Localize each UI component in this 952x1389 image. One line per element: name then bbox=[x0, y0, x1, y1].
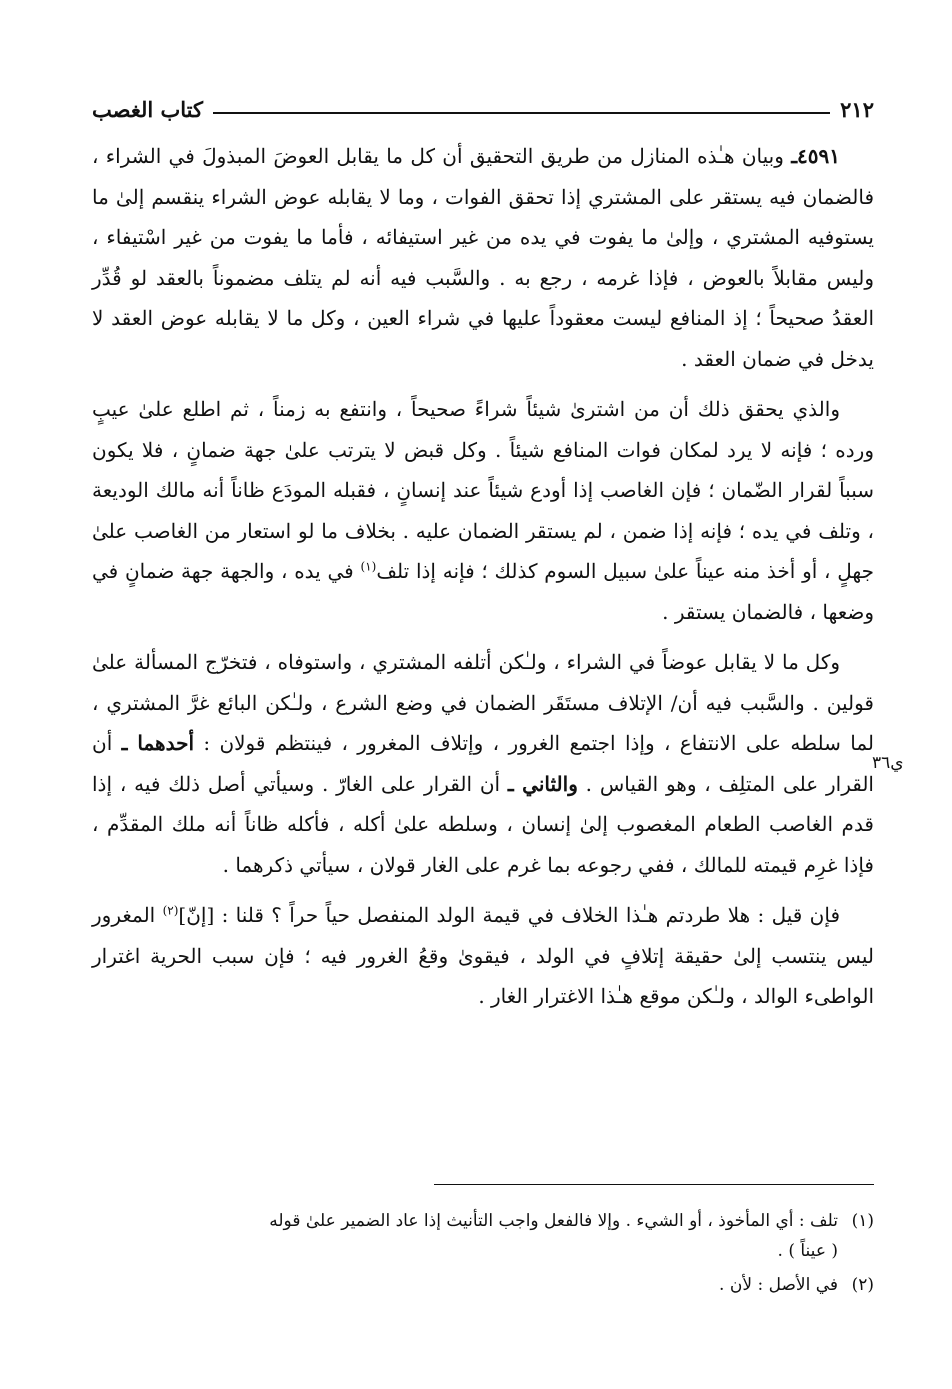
book-title: كتاب الغصب bbox=[92, 97, 204, 122]
paragraph-text: المغرور ليس ينتسب إلىٰ حقيقة إتلافٍ في الولد ، فيقوىٰ وقعُ الغرور فيه ؛ فإن سبب الحرية اغترار الواطىء الوالد ، ولـٰكن موقع هـٰذا الاغترار الغار . bbox=[92, 903, 874, 1008]
paragraph-text: أن القرار على الغارّ . وسيأتي أصل ذلك فيه ، إذا قدم الغاصب الطعام المغصوب إلىٰ إنسان ، وسلطه علىٰ أكله ، فأكله ظاناً أنه ملك المقدِّم ، فإذا غرِم قيمته للمالك ، ففي رجوعه بما غرم على الغار قولان ، سيأتي ذكرهما . bbox=[92, 771, 874, 877]
footnote-number: (٢) bbox=[851, 1275, 874, 1295]
paragraph-text: والذي يحقق ذلك أن من اشترىٰ شيئاً شراءً صحيحاً ، وانتفع به زمناً ، ثم اطلع علىٰ عيبٍ ورده ؛ فإنه لا يرد لمكان فوات المنافع شيئاً . وكل قبض لا يترتب علىٰ جهة ضمانٍ ، فلا يكون سبباً لقرار الضّمان ؛ فإن الغاصب إذا أودع شيئاً عند إنسانٍ ، فقبله المودَع ظاناً أنه مالك الوديعة ، وتلف في يده ؛ فإنه إذا ضمن ، لم يستقر الضمان عليه . بخلاف ما لو استعار من الغاصب علىٰ جهلٍ ، أو أخذ منه عيناً علىٰ سبيل السوم كذلك ؛ فإنه إذا تلف bbox=[92, 397, 874, 583]
footnote-text: تلف : أي المأخوذ ، أو الشيء . وإلا فالفعل واجب التأنيث إذا عاد الضمير علىٰ قوله bbox=[269, 1211, 838, 1231]
paragraph-4591 bbox=[92, 136, 874, 379]
paragraph-text: وكل ما لا يقابل عوضاً في الشراء ، ولـٰكن أتلفه المشتري ، واستوفاه ، فتخرّج المسألة علىٰ قولين . والسَّبب فيه أن/ الإتلاف مستَقَر الضمان في وضع الشرع ، ولـٰكن البائع غرَّ المشتري ، لما سلطه على الانتفاع ، وإذا اجتمع الغرور ، وإتلاف المغرور ، فينتظم قولان : bbox=[92, 650, 874, 755]
footnote-marker-1[interactable]: (١) bbox=[360, 559, 377, 574]
paragraph-text: فإن قيل : هلا طردتم هـٰذا الخلاف في قيمة الولد المنفصل حياً حراً ؟ قلنا : [إنّ] bbox=[178, 903, 840, 927]
footnote-continuation: ( عيناً ) . bbox=[777, 1241, 838, 1261]
header-rule bbox=[213, 112, 830, 114]
main-text bbox=[92, 136, 874, 1027]
footnotes bbox=[92, 1206, 874, 1304]
paragraph-2 bbox=[92, 389, 874, 632]
footnote-2 bbox=[92, 1270, 874, 1300]
paragraph-number: ٤٥٩١ـ bbox=[791, 144, 841, 168]
margin-reference: ي٣٦ bbox=[872, 753, 904, 773]
page-number: ٢١٢ bbox=[840, 97, 874, 122]
second-opinion-label: والثاني ـ bbox=[507, 771, 578, 796]
footnote-marker-2[interactable]: (٢) bbox=[162, 903, 179, 918]
page-header bbox=[92, 86, 874, 122]
paragraph-text: في يده ، والجهة جهة ضمانٍ في وضعها ، فالضمان يستقر . bbox=[92, 559, 874, 624]
footnote-text: في الأصل : لأن . bbox=[719, 1275, 838, 1295]
paragraph-text: أن القرار على المتلِف ، وهو القياس . bbox=[92, 731, 874, 796]
footnote-number: (١) bbox=[851, 1211, 874, 1231]
paragraph-text: وبيان هـٰذه المنازل من طريق التحقيق أن كل ما يقابل العوضَ المبذولَ في الشراء ، فالضمان فيه يستقر على المشتري إذا تحقق الفوات ، وما لا يقابله عوض الشراء ينقسم إلىٰ ما يستوفيه المشتري ، وإلىٰ ما يفوت في يده من غير استيفائه ، فأما ما يفوت من غير اسْتيفاء ، وليس مقابلاً بالعوض ، فإذا غرمه ، رجع به . والسَّبب فيه أنه لم يتلف مضموناً بالعقد لو قُدِّر العقدُ صحيحاً ؛ إذ المنافع ليست معقوداً عليها في شراء العين ، وكل ما لا يقابله عوض العقد لا يدخل في ضمان العقد . bbox=[92, 144, 875, 371]
paragraph-4 bbox=[92, 895, 874, 1017]
paragraph-3 bbox=[92, 642, 874, 885]
footnote-1 bbox=[92, 1206, 874, 1266]
first-opinion-label: أحدهما ـ bbox=[121, 731, 195, 755]
footnote-divider bbox=[434, 1184, 874, 1185]
